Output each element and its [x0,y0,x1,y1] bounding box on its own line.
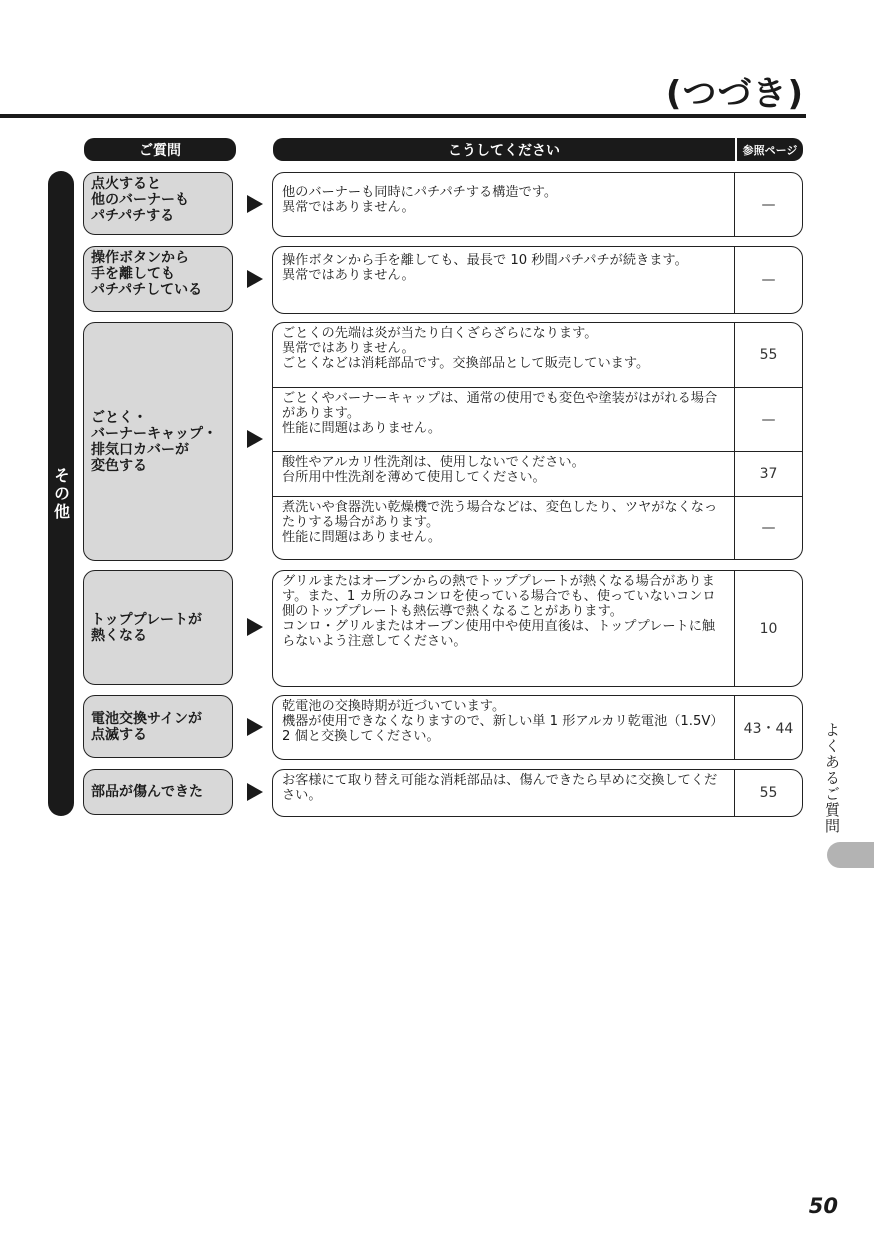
question-box [83,570,233,685]
answer-group [272,769,803,817]
arrow-icon [247,718,263,736]
answer-row [273,571,802,686]
arrow-icon [247,618,263,636]
answer-page-ref: — [761,272,776,288]
answer-text: ごとくやバーナーキャップは、通常の使用でも変色や塗装がはがれる場合があります。 性能に問題はありません。 [273,388,735,451]
header-question: ご質問 [84,138,236,161]
answer-group [272,322,803,560]
answer-text: 乾電池の交換時期が近づいています。 機器が使用できなくなりますので、新しい単 1 形アルカリ乾電池（1.5V）2 個と交換してください。 [273,696,735,759]
answer-text: 煮洗いや食器洗い乾燥機で洗う場合などは、変色したり、ツヤがなくなったりする場合があります。 性能に問題はありません。 [273,497,735,559]
answer-group [272,695,803,760]
title-rule [0,114,806,118]
question-box [83,172,233,235]
question-box [83,769,233,815]
arrow-icon [247,783,263,801]
page-number: 50 [808,1194,838,1218]
answer-text: ごとくの先端は炎が当たり白くざらざらになります。 異常ではありません。 ごとくなどは消耗部品です。交換部品として販売しています。 [273,323,735,387]
answer-page-ref: — [761,196,776,213]
answer-page-ref: — [761,411,776,428]
header-page-ref: 参照ページ [737,138,803,161]
answer-row [273,770,802,816]
answer-row [273,323,802,387]
answer-row [273,387,802,451]
section-label: その他 [51,466,71,521]
header-answer: こうしてください [273,138,735,161]
question-text: ごとく・ バーナーキャップ・ 排気口カバーが 変色する [91,409,217,474]
answer-text: 操作ボタンから手を離しても、最長で 10 秒間パチパチが続きます。 異常ではありません。 [273,247,735,313]
answer-page-ref: 55 [759,347,778,363]
answer-page-ref: 55 [759,785,778,801]
side-chapter-bar [827,842,874,868]
answer-group [272,246,803,314]
question-box [83,322,233,561]
answer-page-ref: 43・44 [743,720,794,737]
answer-row [273,173,802,236]
answer-text: 酸性やアルカリ性洗剤は、使用しないでください。 台所用中性洗剤を薄めて使用してください。 [273,452,735,496]
answer-page-ref: — [761,520,776,536]
answer-group [272,570,803,687]
answer-row [273,696,802,759]
answer-text: お客様にて取り替え可能な消耗部品は、傷んできたら早めに交換してください。 [273,770,735,816]
section-tab [48,171,74,816]
answer-row [273,247,802,313]
question-text: 部品が傷んできた [91,784,203,800]
question-box [83,695,233,758]
question-box [83,246,233,312]
answer-row [273,496,802,559]
side-chapter-label: よくあるご質問 [823,722,841,834]
answer-page-ref: 10 [759,620,778,637]
answer-group [272,172,803,237]
question-text: トッププレートが 熱くなる [91,611,203,644]
answer-page-ref: 37 [759,466,778,482]
answer-text: グリルまたはオーブンからの熱でトッププレートが熱くなる場合があります。また、1 カ所のみコンロを使っている場合でも、使っていないコンロ側のトッププレートも熱伝導で熱くなることがあります。 コンロ・グリルまたはオーブン使用中や使用直後は、トッププレートに触らないよう注意してください。 [273,571,735,686]
question-text: 点火すると 他のバーナーも パチパチする [91,176,189,224]
answer-row [273,451,802,496]
question-text: 電池交換サインが 点滅する [91,710,203,743]
arrow-icon [247,430,263,448]
arrow-icon [247,270,263,288]
answer-text: 他のバーナーも同時にパチパチする構造です。 異常ではありません。 [273,173,735,236]
page-title: (つづき) [665,74,804,114]
question-text: 操作ボタンから 手を離しても パチパチしている [91,250,203,298]
arrow-icon [247,195,263,213]
